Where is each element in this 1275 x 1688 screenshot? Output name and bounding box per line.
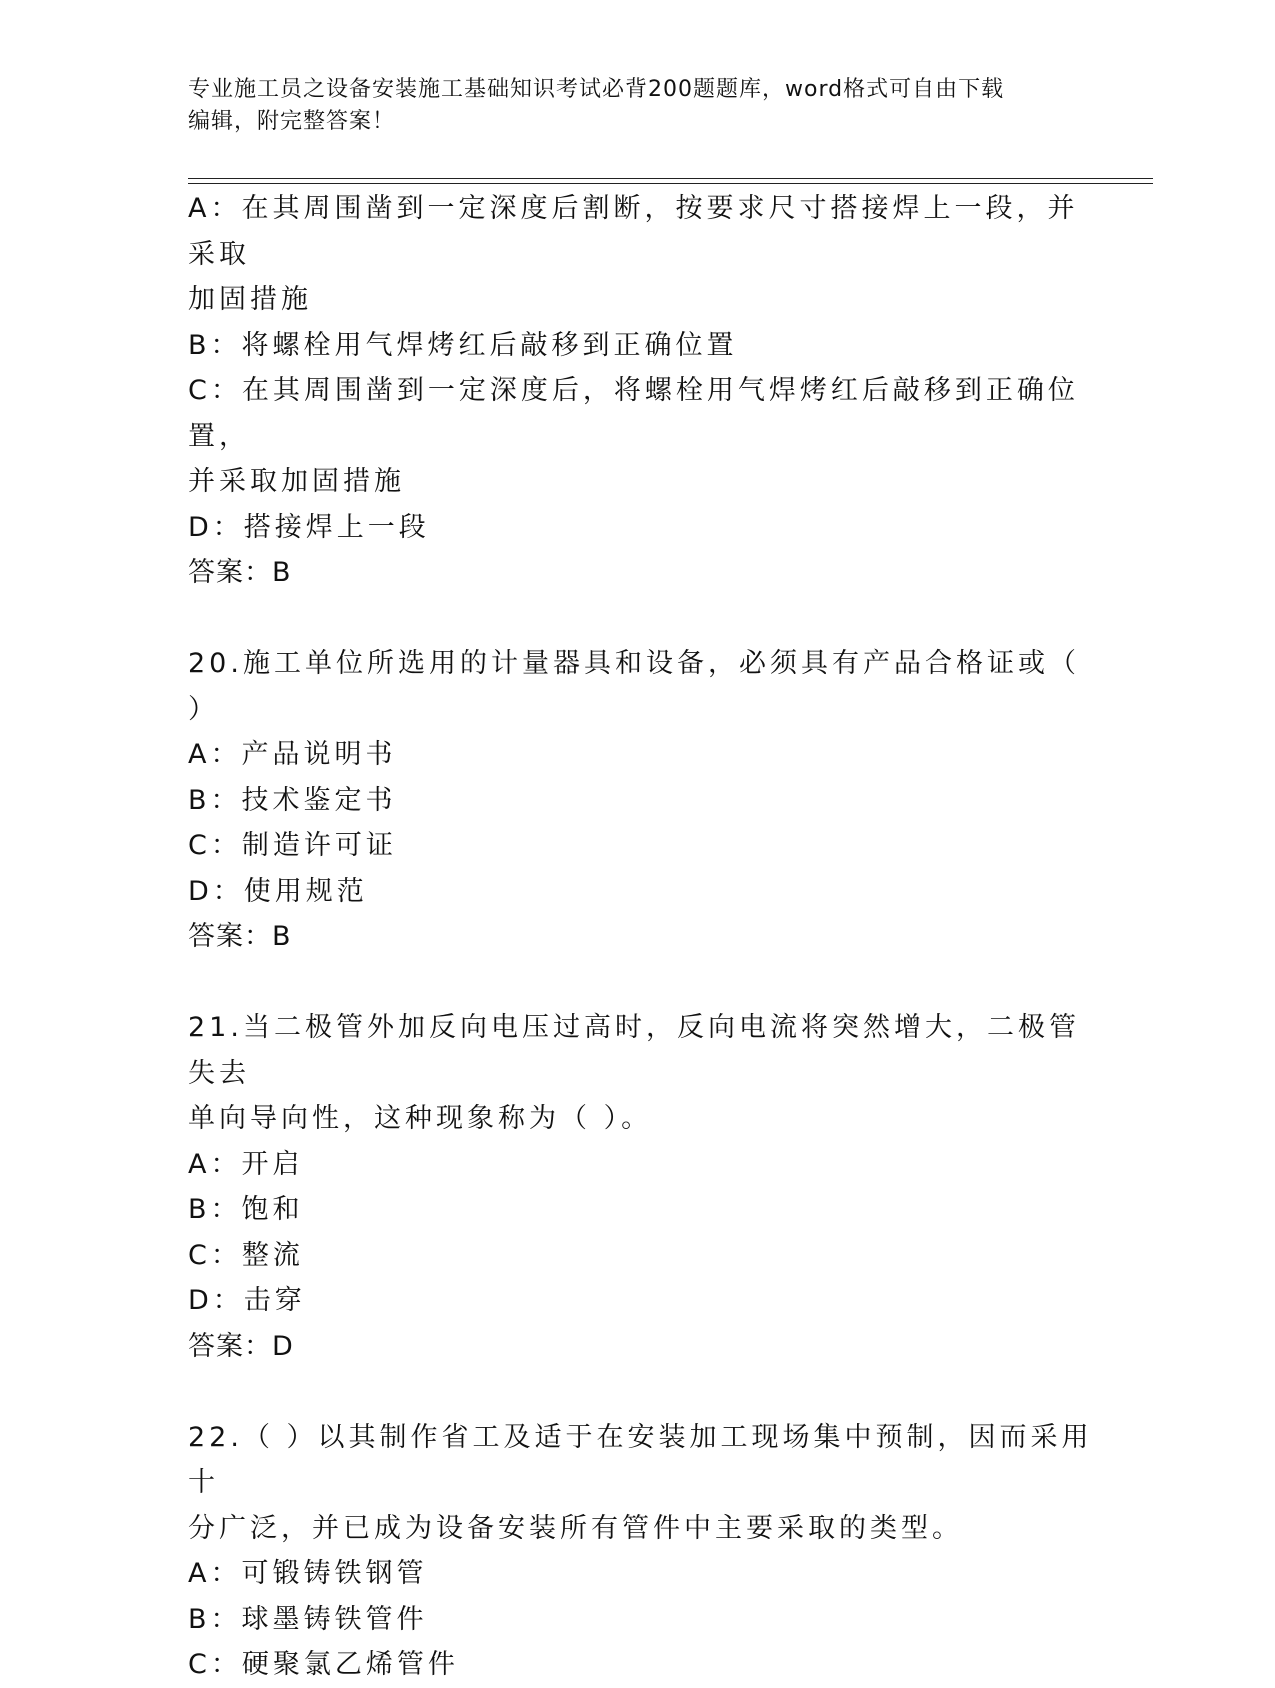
header-line-1: 专业施工员之设备安装施工基础知识考试必背200题题库，word格式可自由下载 [188, 77, 1005, 102]
header-divider-bottom [188, 183, 1153, 184]
spacer [188, 1369, 1098, 1415]
option-d: D：搭接焊上一段 [188, 511, 430, 543]
option-b: B：技术鉴定书 [188, 784, 397, 816]
header-divider-top [188, 178, 1153, 179]
document-body [188, 186, 1098, 1688]
option-b: B：球墨铸铁管件 [188, 1603, 428, 1635]
option-b: B：饱和 [188, 1194, 304, 1225]
spacer [188, 596, 1098, 642]
option-a-line-2: 加固措施 [188, 284, 312, 315]
option-c: C：硬聚氯乙烯管件 [188, 1649, 459, 1680]
option-d: D：使用规范 [188, 875, 368, 907]
answer: 答案：B [188, 921, 292, 952]
answer: 答案：B [188, 557, 292, 588]
option-a: A：产品说明书 [188, 739, 397, 770]
option-c-line-1: C：在其周围凿到一定深度后，将螺栓用气焊烤红后敲移到正确位置， [188, 375, 1079, 452]
option-c-line-2: 并采取加固措施 [188, 466, 405, 497]
option-c: C：整流 [188, 1239, 304, 1271]
question-19-block [188, 186, 1098, 596]
option-a-line-1: A：在其周围凿到一定深度后割断，按要求尺寸搭接焊上一段，并采取 [188, 193, 1079, 270]
option-a: A：开启 [188, 1148, 304, 1180]
question-text-line-1: 22.（ ）以其制作省工及适于在安装加工现场集中预制，因而采用十 [188, 1421, 1093, 1498]
question-20-block [188, 641, 1098, 960]
option-d: D：击穿 [188, 1285, 306, 1316]
answer: 答案：D [188, 1330, 294, 1362]
option-b: B：将螺栓用气焊烤红后敲移到正确位置 [188, 329, 738, 361]
question-21-block [188, 1005, 1098, 1369]
question-text-line-1: 21.当二极管外加反向电压过高时，反向电流将突然增大，二极管失去 [188, 1012, 1080, 1089]
header-line-2: 编辑，附完整答案！ [188, 109, 396, 134]
question-text-line-2: 单向导向性，这种现象称为（ ）。 [188, 1103, 653, 1134]
question-22-block [188, 1415, 1098, 1688]
spacer [188, 960, 1098, 1006]
page-header [188, 74, 1088, 138]
option-c: C：制造许可证 [188, 830, 397, 861]
question-text-line-2: 分广泛，并已成为设备安装所有管件中主要采取的类型。 [188, 1512, 963, 1544]
question-text: 20.施工单位所选用的计量器具和设备，必须具有产品合格证或（ ） [188, 648, 1093, 725]
option-a: A：可锻铸铁钢管 [188, 1558, 428, 1589]
